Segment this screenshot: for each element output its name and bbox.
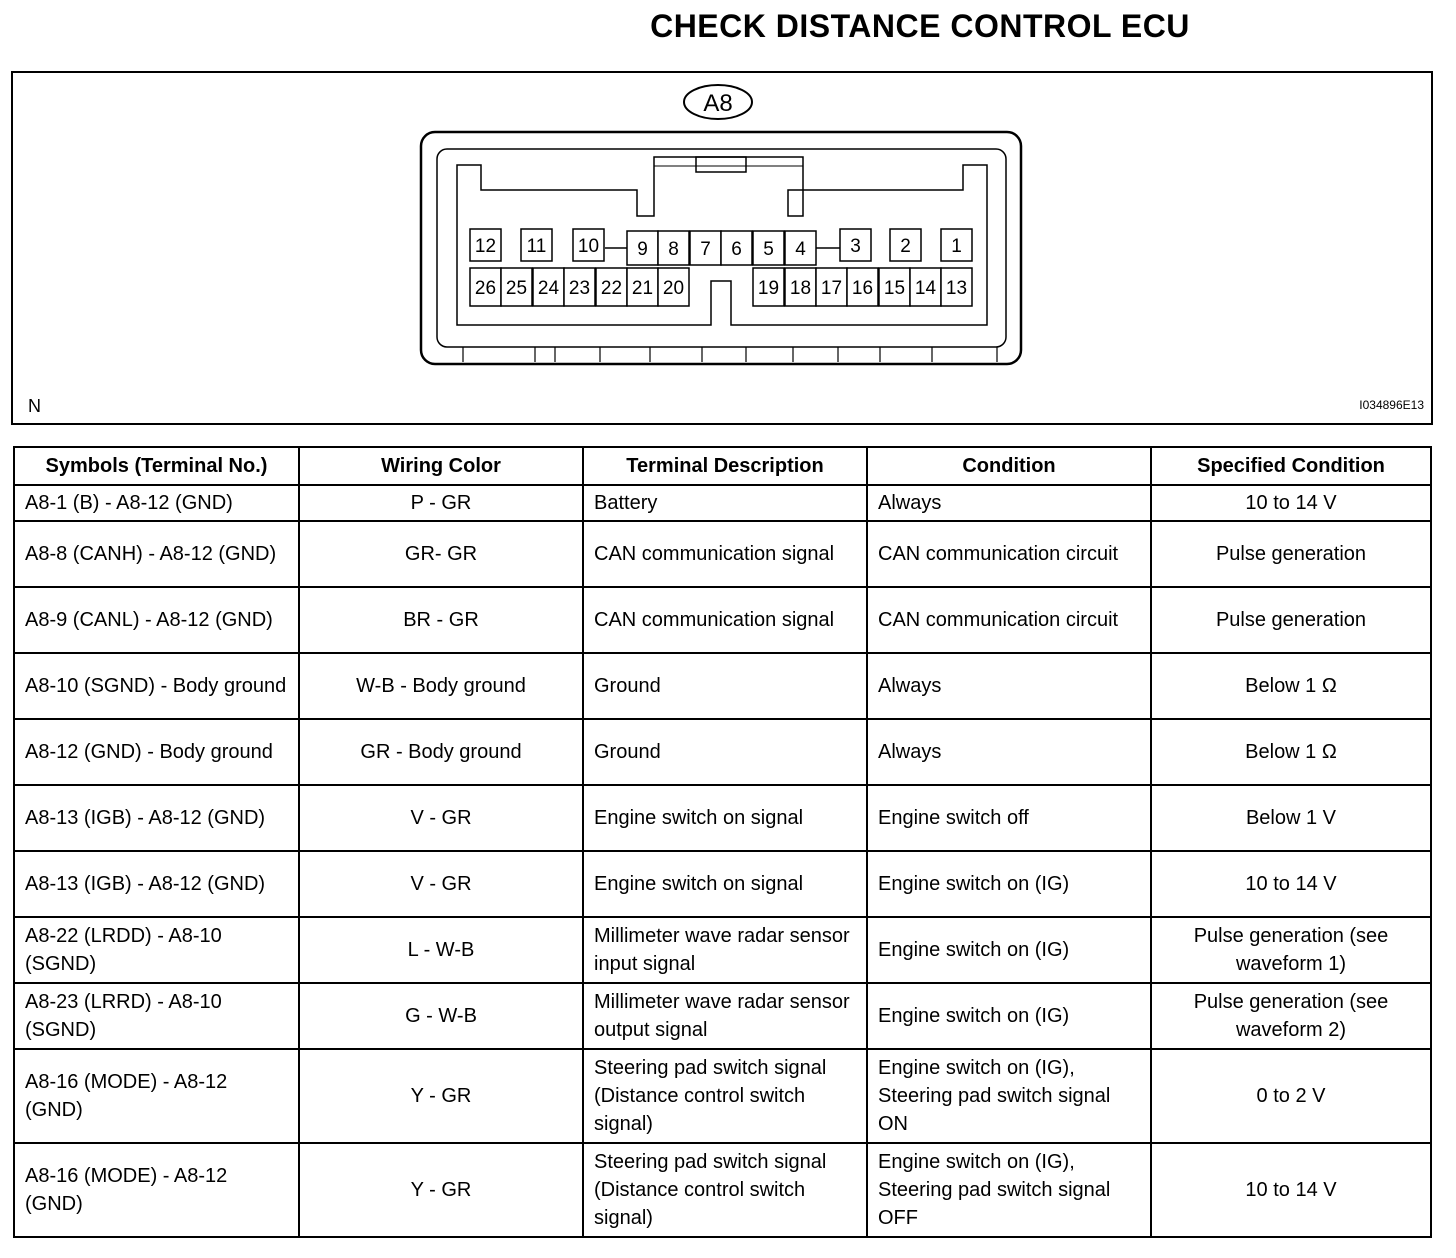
connector-pin	[564, 268, 595, 306]
header-terminal-description: Terminal Description	[583, 447, 867, 485]
cell-condition: Engine switch on (IG), Steering pad switch signal OFF	[867, 1143, 1151, 1237]
diagram-corner-mark: N	[28, 396, 41, 416]
connector-pin	[573, 229, 604, 261]
cell-terminal-description: CAN communication signal	[583, 587, 867, 653]
cell-symbol: A8-13 (IGB) - A8-12 (GND)	[14, 785, 299, 851]
pin-number: 21	[631, 278, 654, 299]
cell-specified-condition: Pulse generation	[1151, 521, 1431, 587]
connector-pin	[690, 231, 721, 265]
pin-number: 20	[662, 278, 685, 299]
pin-number: 17	[820, 278, 843, 299]
cell-symbol: A8-1 (B) - A8-12 (GND)	[14, 485, 299, 521]
cell-condition: Engine switch on (IG)	[867, 917, 1151, 983]
cell-wiring-color: G - W-B	[299, 983, 583, 1049]
bottom-row-pins	[470, 268, 972, 306]
cell-condition: Always	[867, 653, 1151, 719]
pin-number: 22	[600, 278, 623, 299]
cell-terminal-description: Engine switch on signal	[583, 851, 867, 917]
cell-wiring-color: GR - Body ground	[299, 719, 583, 785]
table-header-row	[14, 447, 1431, 485]
housing-ticks	[463, 347, 997, 362]
cell-wiring-color: V - GR	[299, 785, 583, 851]
connector-pin	[501, 268, 532, 306]
cell-symbol: A8-22 (LRDD) - A8-10 (SGND)	[14, 917, 299, 983]
connector-pin	[470, 268, 501, 306]
pin-number: 16	[851, 278, 874, 299]
cell-terminal-description: CAN communication signal	[583, 521, 867, 587]
cell-terminal-description: Millimeter wave radar sensor output signal	[583, 983, 867, 1049]
cell-condition: Always	[867, 719, 1151, 785]
pin-number: 7	[700, 239, 711, 260]
cell-condition: Engine switch on (IG), Steering pad switch signal ON	[867, 1049, 1151, 1143]
page-title: CHECK DISTANCE CONTROL ECU	[650, 8, 1190, 44]
pin-number: 23	[568, 278, 591, 299]
header-specified-condition: Specified Condition	[1151, 447, 1431, 485]
pin-number: 14	[914, 278, 937, 299]
cell-condition: Engine switch off	[867, 785, 1151, 851]
connector-label: A8	[703, 90, 733, 117]
cell-condition: Always	[867, 485, 1151, 521]
cell-symbol: A8-10 (SGND) - Body ground	[14, 653, 299, 719]
cell-symbol: A8-13 (IGB) - A8-12 (GND)	[14, 851, 299, 917]
terminal-spec-table	[13, 446, 1432, 1238]
cell-terminal-description: Steering pad switch signal (Distance control switch signal)	[583, 1143, 867, 1237]
cell-symbol: A8-16 (MODE) - A8-12 (GND)	[14, 1049, 299, 1143]
pin-number: 9	[637, 239, 648, 260]
cell-symbol: A8-16 (MODE) - A8-12 (GND)	[14, 1143, 299, 1237]
pin-number: 18	[789, 278, 812, 299]
connector-pin	[753, 268, 784, 306]
cell-terminal-description: Ground	[583, 719, 867, 785]
table-row	[14, 485, 1431, 521]
cell-symbol: A8-9 (CANL) - A8-12 (GND)	[14, 587, 299, 653]
cell-wiring-color: Y - GR	[299, 1049, 583, 1143]
pin-number: 11	[526, 236, 547, 257]
table-row	[14, 587, 1431, 653]
cell-specified-condition: 10 to 14 V	[1151, 485, 1431, 521]
table-row	[14, 917, 1431, 983]
connector-pin	[840, 229, 871, 261]
cell-specified-condition: Pulse generation	[1151, 587, 1431, 653]
cell-wiring-color: GR- GR	[299, 521, 583, 587]
pin-number: 24	[537, 278, 560, 299]
cell-condition: CAN communication circuit	[867, 587, 1151, 653]
pin-number: 12	[474, 236, 497, 257]
cell-symbol: A8-12 (GND) - Body ground	[14, 719, 299, 785]
connector-pin	[890, 229, 921, 261]
pin-number: 26	[474, 278, 497, 299]
connector-pin	[816, 268, 847, 306]
connector-pin	[721, 231, 752, 265]
connector-pin	[753, 231, 784, 265]
cell-wiring-color: Y - GR	[299, 1143, 583, 1237]
pin-number: 1	[951, 236, 962, 257]
pin-number: 25	[505, 278, 528, 299]
header-symbols: Symbols (Terminal No.)	[14, 447, 299, 485]
connector-pin	[627, 231, 658, 265]
figure-code: I034896E13	[1359, 398, 1424, 412]
connector-latch	[696, 157, 746, 172]
pin-number: 10	[577, 236, 600, 257]
cell-terminal-description: Battery	[583, 485, 867, 521]
table-row	[14, 653, 1431, 719]
cell-wiring-color: P - GR	[299, 485, 583, 521]
table-row	[14, 851, 1431, 917]
connector-pin	[533, 268, 564, 306]
pin-number: 3	[850, 236, 861, 257]
cell-wiring-color: L - W-B	[299, 917, 583, 983]
pin-number: 4	[795, 239, 806, 260]
cell-condition: Engine switch on (IG)	[867, 983, 1151, 1049]
cell-specified-condition: 0 to 2 V	[1151, 1049, 1431, 1143]
cell-specified-condition: Below 1 V	[1151, 785, 1431, 851]
cell-condition: CAN communication circuit	[867, 521, 1151, 587]
cell-specified-condition: 10 to 14 V	[1151, 1143, 1431, 1237]
pin-number: 8	[668, 239, 679, 260]
cell-wiring-color: V - GR	[299, 851, 583, 917]
connector-pin	[785, 231, 816, 265]
pin-number: 13	[945, 278, 968, 299]
cell-terminal-description: Millimeter wave radar sensor input signal	[583, 917, 867, 983]
cell-terminal-description: Engine switch on signal	[583, 785, 867, 851]
connector-pin	[941, 268, 972, 306]
header-condition: Condition	[867, 447, 1151, 485]
connector-pin	[658, 268, 689, 306]
cell-specified-condition: Pulse generation (see waveform 2)	[1151, 983, 1431, 1049]
table-row	[14, 719, 1431, 785]
table-row	[14, 1143, 1431, 1237]
connector-pin	[470, 229, 501, 261]
connector-pin	[941, 229, 972, 261]
connector-pin	[627, 268, 658, 306]
cell-symbol: A8-8 (CANH) - A8-12 (GND)	[14, 521, 299, 587]
cell-terminal-description: Ground	[583, 653, 867, 719]
cell-condition: Engine switch on (IG)	[867, 851, 1151, 917]
table-row	[14, 521, 1431, 587]
cell-symbol: A8-23 (LRRD) - A8-10 (SGND)	[14, 983, 299, 1049]
connector-pin	[847, 268, 878, 306]
header-wiring-color: Wiring Color	[299, 447, 583, 485]
cell-specified-condition: Below 1 Ω	[1151, 719, 1431, 785]
table-row	[14, 1049, 1431, 1143]
connector-pin	[785, 268, 816, 306]
connector-a8-drawing	[0, 0, 1456, 440]
pin-number: 6	[731, 239, 742, 260]
cell-wiring-color: BR - GR	[299, 587, 583, 653]
connector-pin	[521, 229, 552, 261]
cell-wiring-color: W-B - Body ground	[299, 653, 583, 719]
cell-terminal-description: Steering pad switch signal (Distance control switch signal)	[583, 1049, 867, 1143]
top-row-pins	[470, 229, 972, 265]
table-row	[14, 983, 1431, 1049]
pin-number: 19	[757, 278, 780, 299]
pin-number: 15	[883, 278, 906, 299]
connector-pin	[658, 231, 689, 265]
pin-number: 5	[763, 239, 774, 260]
table-row	[14, 785, 1431, 851]
cell-specified-condition: 10 to 14 V	[1151, 851, 1431, 917]
connector-pin	[910, 268, 941, 306]
cell-specified-condition: Below 1 Ω	[1151, 653, 1431, 719]
pin-number: 2	[900, 236, 911, 257]
cell-specified-condition: Pulse generation (see waveform 1)	[1151, 917, 1431, 983]
connector-pin	[596, 268, 627, 306]
connector-pin	[879, 268, 910, 306]
